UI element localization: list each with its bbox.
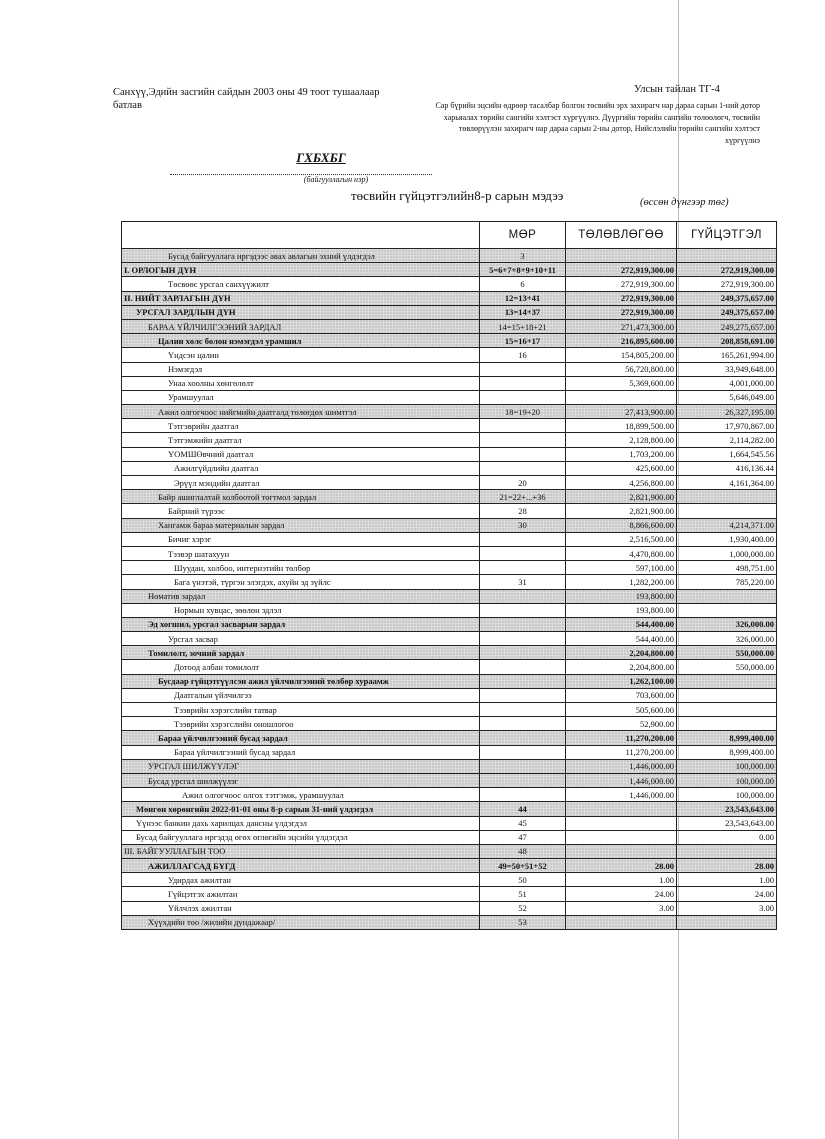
- table-row: [122, 376, 777, 390]
- row-number-cell: [480, 532, 566, 546]
- row-label: Бусад урсгал шилжүүлэг: [122, 773, 480, 787]
- table-row: [122, 915, 777, 929]
- report-code: Улсын тайлан ТГ-4: [634, 84, 720, 95]
- plan-value-cell: [566, 249, 677, 263]
- actual-value-cell: 5,646,049.00: [677, 390, 777, 404]
- row-label: Урамшуулал: [122, 390, 480, 404]
- table-row: [122, 703, 777, 717]
- row-number-cell: 49=50+51+52: [480, 859, 566, 873]
- row-number-cell: [480, 561, 566, 575]
- row-label: Номатив зардал: [122, 589, 480, 603]
- row-number-cell: 3: [480, 249, 566, 263]
- row-label: БАРАА ҮЙЛЧИЛГЭЭНИЙ ЗАРДАЛ: [122, 319, 480, 333]
- row-label: Дотоод албан томилолт: [122, 660, 480, 674]
- actual-value-cell: [677, 490, 777, 504]
- plan-value-cell: 1,703,200.00: [566, 447, 677, 461]
- table-row: [122, 546, 777, 560]
- plan-value-cell: 1,262,100.00: [566, 674, 677, 688]
- row-label: Байрний түрээс: [122, 504, 480, 518]
- row-number-cell: 47: [480, 830, 566, 844]
- col-header-item: [122, 222, 480, 249]
- actual-value-cell: 208,858,691.00: [677, 334, 777, 348]
- row-label: Ажил олгогчоос олгох тэтгэмж, урамшуулал: [122, 788, 480, 802]
- row-number-cell: [480, 603, 566, 617]
- actual-value-cell: 1,930,400.00: [677, 532, 777, 546]
- row-label: Бусдаар гүйцэтгүүлсэн ажил үйлчилгээний төлбөр хураамж: [122, 674, 480, 688]
- row-label: Эрүүл мэндийн даатгал: [122, 476, 480, 490]
- actual-value-cell: 8,999,400.00: [677, 731, 777, 745]
- actual-value-cell: 249,375,657.00: [677, 291, 777, 305]
- plan-value-cell: 5,369,600.00: [566, 376, 677, 390]
- row-label: УРСГАЛ ЗАРДЛЫН ДҮН: [122, 305, 480, 319]
- row-label: Тэтгэврийн даатгал: [122, 419, 480, 433]
- actual-value-cell: 785,220.00: [677, 575, 777, 589]
- actual-value-cell: 23,543,643.00: [677, 816, 777, 830]
- plan-value-cell: 154,805,200.00: [566, 348, 677, 362]
- row-number-cell: 13=14+37: [480, 305, 566, 319]
- actual-value-cell: 3.00: [677, 901, 777, 915]
- actual-value-cell: 33,949,648.00: [677, 362, 777, 376]
- table-row: [122, 561, 777, 575]
- actual-value-cell: 416,136.44: [677, 461, 777, 475]
- actual-value-cell: [677, 844, 777, 858]
- table-row: [122, 717, 777, 731]
- organization-underline: [170, 168, 432, 175]
- row-number-cell: [480, 419, 566, 433]
- actual-value-cell: 498,751.00: [677, 561, 777, 575]
- row-label: Гүйцэтгэх ажилтан: [122, 887, 480, 901]
- plan-value-cell: 2,204,800.00: [566, 646, 677, 660]
- row-number-cell: [480, 745, 566, 759]
- row-number-cell: [480, 731, 566, 745]
- row-number-cell: 51: [480, 887, 566, 901]
- row-number-cell: [480, 646, 566, 660]
- plan-value-cell: 272,919,300.00: [566, 277, 677, 291]
- row-label: Бараа үйлчилгээний бусад зардал: [122, 731, 480, 745]
- submission-note: Сар бүрийн эцсийн өдрөөр тасалбар болгон төсвийн эрх захирагч нар дараа сарын 1-ний дотор харьяалах төрийн сангийн хэлтэст хүргүүлнэ. Дүүргийн төрийн сангийн төлөөлөгч, төсвийн төвлөрүүлэн захирагч нар дараа сарын 2-ны дотор, Нийслэлийн төрийн сангийн хэлтэст хүргүүлнэ: [435, 101, 760, 145]
- plan-value-cell: 3.00: [566, 901, 677, 915]
- actual-value-cell: 4,001,000.00: [677, 376, 777, 390]
- row-label: Байр ашиглалтай холбоотой тогтмол зардал: [122, 490, 480, 504]
- table-row: [122, 433, 777, 447]
- actual-value-cell: 272,919,300.00: [677, 263, 777, 277]
- actual-value-cell: 4,161,364.00: [677, 476, 777, 490]
- row-label: II. НИЙТ ЗАРЛАГЫН ДҮН: [122, 291, 480, 305]
- table-row: [122, 532, 777, 546]
- col-header-row-number: МӨР: [480, 222, 566, 249]
- table-row: [122, 788, 777, 802]
- plan-value-cell: 27,413,900.00: [566, 405, 677, 419]
- plan-value-cell: 216,895,600.00: [566, 334, 677, 348]
- row-label: Шуудан, холбоо, интернэтийн төлбөр: [122, 561, 480, 575]
- actual-value-cell: 100,000.00: [677, 773, 777, 787]
- plan-value-cell: 272,919,300.00: [566, 291, 677, 305]
- document-title: төсвийн гүйцэтгэлийн8-р сарын мэдээ: [351, 188, 564, 203]
- actual-value-cell: 326,000.00: [677, 617, 777, 631]
- actual-value-cell: 2,114,282.00: [677, 433, 777, 447]
- actual-value-cell: 1.00: [677, 873, 777, 887]
- plan-value-cell: 4,256,800.00: [566, 476, 677, 490]
- table-row: [122, 759, 777, 773]
- plan-value-cell: 2,821,900.00: [566, 490, 677, 504]
- table-row: [122, 504, 777, 518]
- actual-value-cell: [677, 915, 777, 929]
- row-label: Бусад байгууллага иргэдээс авах авлагын эхний үлдэгдэл: [122, 249, 480, 263]
- row-number-cell: 44: [480, 802, 566, 816]
- row-number-cell: 6: [480, 277, 566, 291]
- actual-value-cell: 100,000.00: [677, 788, 777, 802]
- organization-block: [170, 150, 432, 184]
- actual-value-cell: 24.00: [677, 887, 777, 901]
- row-number-cell: [480, 461, 566, 475]
- plan-value-cell: [566, 390, 677, 404]
- plan-value-cell: 56,720,800.00: [566, 362, 677, 376]
- row-label: Үйлчлэх ажилтан: [122, 901, 480, 915]
- plan-value-cell: 11,270,200.00: [566, 731, 677, 745]
- row-number-cell: [480, 447, 566, 461]
- table-row: [122, 773, 777, 787]
- table-row: [122, 844, 777, 858]
- plan-value-cell: 2,128,800.00: [566, 433, 677, 447]
- organization-name: ГХБХБГ: [296, 150, 346, 165]
- actual-value-cell: [677, 249, 777, 263]
- plan-value-cell: [566, 844, 677, 858]
- unit-note: (өссөн дүнгээр төг): [640, 197, 729, 208]
- table-header-row: [122, 222, 777, 249]
- actual-value-cell: 1,664,545.56: [677, 447, 777, 461]
- row-label: Тээвэр шатахуун: [122, 546, 480, 560]
- row-number-cell: [480, 717, 566, 731]
- actual-value-cell: [677, 589, 777, 603]
- row-number-cell: [480, 589, 566, 603]
- row-number-cell: 20: [480, 476, 566, 490]
- plan-value-cell: 2,204,800.00: [566, 660, 677, 674]
- table-row: [122, 461, 777, 475]
- plan-value-cell: 272,919,300.00: [566, 305, 677, 319]
- row-number-cell: [480, 788, 566, 802]
- plan-value-cell: 1,446,000.00: [566, 788, 677, 802]
- row-label: Удирдах ажилтан: [122, 873, 480, 887]
- table-row: [122, 362, 777, 376]
- plan-value-cell: 1.00: [566, 873, 677, 887]
- actual-value-cell: 28.00: [677, 859, 777, 873]
- actual-value-cell: 272,919,300.00: [677, 277, 777, 291]
- plan-value-cell: 544,400.00: [566, 617, 677, 631]
- table-row: [122, 901, 777, 915]
- plan-value-cell: [566, 915, 677, 929]
- row-label: Бага үнэтэй, түргэн элэгдэх, ахуйн эд зүйлс: [122, 575, 480, 589]
- row-label: Ажил олгогчоос нийгмийн даатгалд төлөгдөх шимтгэл: [122, 405, 480, 419]
- row-number-cell: 21=22+...+36: [480, 490, 566, 504]
- row-label: Томилолт, зочний зардал: [122, 646, 480, 660]
- actual-value-cell: [677, 504, 777, 518]
- plan-value-cell: 8,866,600.00: [566, 518, 677, 532]
- table-row: [122, 476, 777, 490]
- actual-value-cell: 26,327,195.00: [677, 405, 777, 419]
- row-label: АЖИЛЛАГСАД БҮГД: [122, 859, 480, 873]
- row-number-cell: 14=15+18+21: [480, 319, 566, 333]
- organization-caption: (байгууллагын нэр): [303, 175, 369, 184]
- row-label: Тээврийн хэрэгслийн татвар: [122, 703, 480, 717]
- row-label: Эд хогшил, урсгал засварын зардал: [122, 617, 480, 631]
- plan-value-cell: 425,600.00: [566, 461, 677, 475]
- plan-value-cell: 193,800.00: [566, 603, 677, 617]
- actual-value-cell: 4,214,371.00: [677, 518, 777, 532]
- row-number-cell: 45: [480, 816, 566, 830]
- row-label: Урсгал засвар: [122, 632, 480, 646]
- row-number-cell: [480, 660, 566, 674]
- table-row: [122, 688, 777, 702]
- row-label: Бичиг хэрэг: [122, 532, 480, 546]
- row-label: Хангамж бараа материалын зардал: [122, 518, 480, 532]
- plan-value-cell: 1,446,000.00: [566, 773, 677, 787]
- row-number-cell: [480, 674, 566, 688]
- row-number-cell: [480, 390, 566, 404]
- actual-value-cell: 17,970,867.00: [677, 419, 777, 433]
- actual-value-cell: [677, 674, 777, 688]
- table-row: [122, 249, 777, 263]
- plan-value-cell: 597,100.00: [566, 561, 677, 575]
- table-row: [122, 632, 777, 646]
- row-number-cell: 53: [480, 915, 566, 929]
- row-number-cell: 15=16+17: [480, 334, 566, 348]
- row-label: Хүүхдийн тоо /жилийн дундажаар/: [122, 915, 480, 929]
- row-label: Бараа үйлчилгээний бусад зардал: [122, 745, 480, 759]
- table-body: [122, 249, 777, 930]
- row-label: I. ОРЛОГЫН ДҮН: [122, 263, 480, 277]
- table-row: [122, 674, 777, 688]
- table-row: [122, 660, 777, 674]
- row-label: Цалин хөлс болон нэмэгдэл урамшил: [122, 334, 480, 348]
- table-row: [122, 603, 777, 617]
- row-label: Үүнээс банкин дахь харилцах дансны үлдэгдэл: [122, 816, 480, 830]
- row-label: Тээврийн хэрэгслийн оношлогоо: [122, 717, 480, 731]
- plan-value-cell: 2,516,500.00: [566, 532, 677, 546]
- actual-value-cell: 0.00: [677, 830, 777, 844]
- plan-value-cell: 505,600.00: [566, 703, 677, 717]
- row-number-cell: 30: [480, 518, 566, 532]
- row-number-cell: [480, 362, 566, 376]
- row-label: Бусад байгууллага иргэдэд өгөх өглөгийн эцсийн үлдэгдэл: [122, 830, 480, 844]
- row-label: Ажилгүйдлийн даатгал: [122, 461, 480, 475]
- table-row: [122, 745, 777, 759]
- plan-value-cell: 11,270,200.00: [566, 745, 677, 759]
- actual-value-cell: 1,000,000.00: [677, 546, 777, 560]
- row-label: Унаа хоолны хөнгөлөлт: [122, 376, 480, 390]
- row-label: Даатгалын үйлчилгээ: [122, 688, 480, 702]
- approval-note: Санхүү,Эдийн засгийн сайдын 2003 оны 49 тоот тушаалаар батлав: [113, 87, 380, 111]
- row-number-cell: [480, 703, 566, 717]
- plan-value-cell: 1,446,000.00: [566, 759, 677, 773]
- row-number-cell: 16: [480, 348, 566, 362]
- row-label: Нормын хувцас, зөөлөн эдлэл: [122, 603, 480, 617]
- table-row: [122, 617, 777, 631]
- table-row: [122, 518, 777, 532]
- table-row: [122, 802, 777, 816]
- plan-value-cell: 1,282,200.00: [566, 575, 677, 589]
- row-number-cell: [480, 433, 566, 447]
- table-row: [122, 887, 777, 901]
- table-row: [122, 575, 777, 589]
- plan-value-cell: 271,473,300.00: [566, 319, 677, 333]
- col-header-actual: ГҮЙЦЭТГЭЛ: [677, 222, 777, 249]
- row-number-cell: 5=6+7+8+9+10+11: [480, 263, 566, 277]
- actual-value-cell: 23,543,643.00: [677, 802, 777, 816]
- table-row: [122, 447, 777, 461]
- row-label: УРСГАЛ ШИЛЖҮҮЛЭГ: [122, 759, 480, 773]
- row-number-cell: 12=13+41: [480, 291, 566, 305]
- row-label: Нэмэгдэл: [122, 362, 480, 376]
- actual-value-cell: 550,000.00: [677, 660, 777, 674]
- table-row: [122, 405, 777, 419]
- row-number-cell: [480, 376, 566, 390]
- plan-value-cell: 544,400.00: [566, 632, 677, 646]
- table-row: [122, 291, 777, 305]
- plan-value-cell: 18,899,500.00: [566, 419, 677, 433]
- actual-value-cell: 249,375,657.00: [677, 305, 777, 319]
- actual-value-cell: [677, 603, 777, 617]
- row-label: III. БАЙГУУЛЛАГЫН ТОО: [122, 844, 480, 858]
- actual-value-cell: 326,000.00: [677, 632, 777, 646]
- table-row: [122, 305, 777, 319]
- row-number-cell: [480, 617, 566, 631]
- row-label: Тэтгэмжийн даатгал: [122, 433, 480, 447]
- actual-value-cell: [677, 703, 777, 717]
- plan-value-cell: 2,821,900.00: [566, 504, 677, 518]
- table-row: [122, 859, 777, 873]
- table-row: [122, 390, 777, 404]
- plan-value-cell: 703,600.00: [566, 688, 677, 702]
- plan-value-cell: 24.00: [566, 887, 677, 901]
- table-row: [122, 816, 777, 830]
- row-number-cell: 28: [480, 504, 566, 518]
- row-label: ҮОМШӨвчний даатгал: [122, 447, 480, 461]
- actual-value-cell: [677, 688, 777, 702]
- table-row: [122, 731, 777, 745]
- col-header-plan: ТӨЛӨВЛӨГӨӨ: [566, 222, 677, 249]
- row-label: Мөнгөн хөрөнгийн 2022-01-01 оны 8-р сарын 31-ний үлдэгдэл: [122, 802, 480, 816]
- table-row: [122, 263, 777, 277]
- row-number-cell: 48: [480, 844, 566, 858]
- plan-value-cell: 193,800.00: [566, 589, 677, 603]
- plan-value-cell: 272,919,300.00: [566, 263, 677, 277]
- actual-value-cell: [677, 717, 777, 731]
- plan-value-cell: [566, 830, 677, 844]
- table-row: [122, 319, 777, 333]
- table-row: [122, 646, 777, 660]
- table-row: [122, 873, 777, 887]
- row-label: Үндсэн цалин: [122, 348, 480, 362]
- table-row: [122, 277, 777, 291]
- actual-value-cell: 550,000.00: [677, 646, 777, 660]
- plan-value-cell: 28.00: [566, 859, 677, 873]
- row-number-cell: [480, 688, 566, 702]
- row-number-cell: 52: [480, 901, 566, 915]
- plan-value-cell: [566, 816, 677, 830]
- row-number-cell: 18=19+20: [480, 405, 566, 419]
- row-number-cell: [480, 773, 566, 787]
- table-row: [122, 334, 777, 348]
- row-number-cell: [480, 759, 566, 773]
- row-label: Төсвөөс урсгал санхүүжилт: [122, 277, 480, 291]
- actual-value-cell: 8,999,400.00: [677, 745, 777, 759]
- actual-value-cell: 100,000.00: [677, 759, 777, 773]
- table-row: [122, 490, 777, 504]
- row-number-cell: 50: [480, 873, 566, 887]
- table-row: [122, 419, 777, 433]
- row-number-cell: 31: [480, 575, 566, 589]
- actual-value-cell: 165,261,994.00: [677, 348, 777, 362]
- plan-value-cell: [566, 802, 677, 816]
- actual-value-cell: 249,275,657.00: [677, 319, 777, 333]
- budget-table: [121, 221, 777, 930]
- row-number-cell: [480, 632, 566, 646]
- table-row: [122, 348, 777, 362]
- row-number-cell: [480, 546, 566, 560]
- table-row: [122, 830, 777, 844]
- plan-value-cell: 52,900.00: [566, 717, 677, 731]
- table-row: [122, 589, 777, 603]
- plan-value-cell: 4,470,800.00: [566, 546, 677, 560]
